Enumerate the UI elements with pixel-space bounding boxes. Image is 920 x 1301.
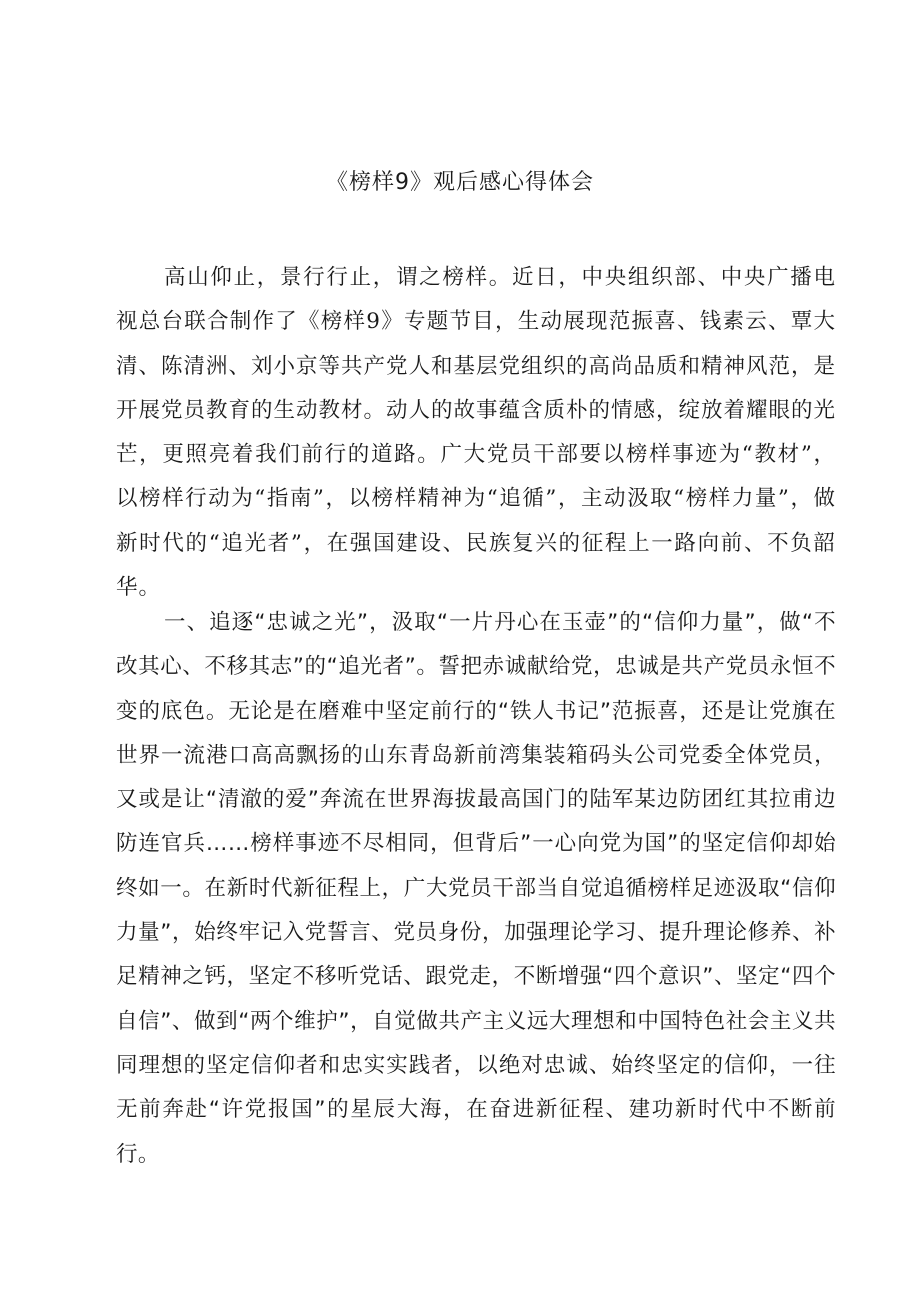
paragraph-intro: 高山仰止，景行行止，谓之榜样。近日，中央组织部、中央广播电视总台联合制作了《榜样9》专题节目，生动展现范振喜、钱素云、覃大清、陈清洲、刘小京等共产党人和基层党组织的高尚品质和精神风范，是开展党员教育的生动教材。动人的故事蕴含质朴的情感，绽放着耀眼的光芒，更照亮着我们前行的道路。广大党员干部要以榜样事迹为“教材”，以榜样行动为“指南”，以榜样精神为“追循”，主动汲取“榜样力量”，做新时代的“追光者”，在强国建设、民族复兴的征程上一路向前、不负韶华。	[116, 265, 837, 601]
paragraph-section-one: 一、追逐“忠诚之光”，汲取“一片丹心在玉壶”的“信仰力量”，做“不改其心、不移其志”的“追光者”。誓把赤诚献给党，忠诚是共产党员永恒不变的底色。无论是在磨难中坚定前行的“铁人书记”范振喜，还是让党旗在世界一流港口高高飘扬的山东青岛新前湾集装箱码头公司党委全体党员，又或是让“清澈的爱”奔流在世界海拔最高国门的陆军某边防团红其拉甫边防连官兵……榜样事迹不尽相同，但背后”一心向党为国”的坚定信仰却始终如一。在新时代新征程上，广大党员干部当自觉追循榜样足迹汲取“信仰力量”，始终牢记入党誓言、党员身份，加强理论学习、提升理论修养、补足精神之钙，坚定不移听党话、跟党走，不断增强“四个意识”、坚定“四个自信”、做到“两个维护”，自觉做共产主义远大理想和中国特色社会主义共同理想的坚定信仰者和忠实实践者，以绝对忠诚、始终坚定的信仰，一往无前奔赴“许党报国”的星辰大海，在奋进新征程、建功新时代中不断前行。	[116, 610, 836, 1167]
document-title: 《榜样9》观后感心得体会	[326, 170, 594, 195]
